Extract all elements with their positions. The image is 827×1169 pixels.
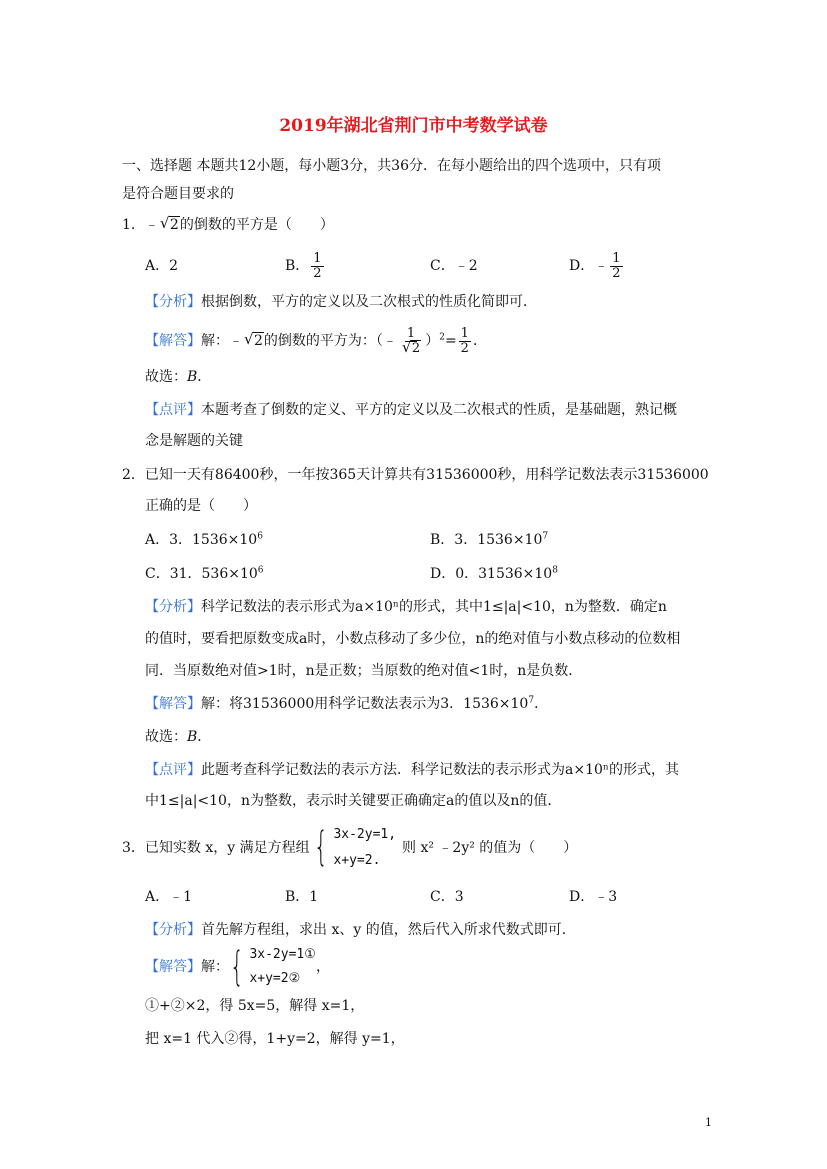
q3-option-a: A．﹣1 xyxy=(145,889,193,905)
q3-answer-system xyxy=(230,945,316,989)
q2-option-c: C．31．$536\times 10^6$ xyxy=(145,565,264,582)
q1-answer: 【解答】解：﹣ √ 2的倒数的平方为：（﹣ 1 √ 2 ）$^2$= $\frac{1}{2}$ ． xyxy=(145,325,487,356)
q3-analysis: 【分析】首先解方程组，求出 x、y 的值，然后代入所求代数式即可． xyxy=(145,922,576,938)
q2-comment-line1: 【点评】此题考查科学记数法的表示方法．科学记数法的表示形式为a×10ⁿ的形式，其 xyxy=(145,762,679,778)
q1-choice: 故选：B． xyxy=(145,369,212,385)
q2-option-b: B．3．$1536\times 10^7$ xyxy=(430,531,549,548)
q3-stem-suffix: 则 x² ﹣2y² 的值为（ ） xyxy=(402,840,578,856)
brace-icon: { xyxy=(230,944,244,990)
q3-stem-prefix: 3．已知实数 x，y 满足方程组 xyxy=(122,840,310,856)
q3-equation-system xyxy=(314,825,396,871)
q1-number: 1． xyxy=(122,217,145,233)
q1-analysis: 【分析】根据倒数，平方的定义以及二次根式的性质化简即可． xyxy=(145,294,537,310)
page-title: 2019年湖北省荆门市中考数学试卷 xyxy=(279,116,548,136)
q3-ans-eq2: x+y=2② xyxy=(249,971,301,986)
q2-option-a: A．3．$1536\times 10^6$ xyxy=(145,531,263,548)
q3-eq2: x+y=2. xyxy=(333,853,381,868)
q3-step1: ①+②×2，得 5x=5，解得 x=1， xyxy=(145,998,365,1014)
q1-option-a: A．2 xyxy=(145,258,179,274)
q3-option-c: C．3 xyxy=(430,889,464,905)
q2-stem-line2: 正确的是（ ） xyxy=(145,498,257,514)
q2-choice: 故选：B． xyxy=(145,729,212,745)
answer-tag: 【解答】 xyxy=(145,333,201,349)
q2-analysis-line1: 【分析】科学记数法的表示形式为a×10ⁿ的形式，其中1≤|a|<10，n为整数．确定n xyxy=(145,599,667,615)
q1-option-d: D．﹣ $\frac{1}{2}$ xyxy=(569,250,621,281)
q1-comment-line1: 【点评】本题考查了倒数的定义、平方的定义以及二次根式的性质，是基础题，熟记概 xyxy=(145,402,677,418)
q1-option-c: C．﹣2 xyxy=(430,258,478,274)
q3-ans-eq1: 3x-2y=1① xyxy=(249,947,316,962)
analysis-tag: 【分析】 xyxy=(145,294,201,310)
q2-answer: 【解答】解：将31536000用科学记数法表示为3．$1536\times 10^7$． xyxy=(145,695,549,712)
q1-stem: 1．﹣ √ 2的倒数的平方是（ ） xyxy=(122,214,334,233)
section-intro-line1: 一、选择题 本题共12小题，每小题3分，共36分．在每小题给出的四个选项中，只有项 xyxy=(122,158,661,174)
q1-option-b: B． $\frac{1}{2}$ xyxy=(285,250,322,281)
q2-stem-line1: 2．已知一天有86400秒，一年按365天计算共有31536000秒，用科学记数法表示31536000 xyxy=(122,467,709,483)
page-number: 1 xyxy=(705,1116,712,1129)
q3-answer-comma: ， xyxy=(316,959,330,975)
q3-step2: 把 x=1 代入②得，1+y=2，解得 y=1， xyxy=(145,1031,405,1047)
q3-option-b: B．1 xyxy=(285,889,319,905)
section-intro-line2: 是符合题目要求的 xyxy=(122,186,234,202)
q3-option-d: D．﹣3 xyxy=(569,889,618,905)
q2-analysis-line2: 的值时，要看把原数变成a时，小数点移动了多少位，n的绝对值与小数点移动的位数相 xyxy=(145,631,681,647)
q2-analysis-line3: 同．当原数绝对值>1时，n是正数；当原数的绝对值<1时，n是负数． xyxy=(145,663,583,679)
q1-sqrt: √ 2 xyxy=(159,214,179,233)
q2-comment-line2: 中1≤|a|<10，n为整数，表示时关键要正确确定a的值以及n的值． xyxy=(145,793,562,809)
q1-comment-line2: 念是解题的关键 xyxy=(145,433,243,449)
comment-tag: 【点评】 xyxy=(145,402,201,418)
q3-answer-label: 【解答】解： xyxy=(145,959,229,975)
brace-icon: { xyxy=(314,824,328,870)
q2-option-d: D．0．$31536\times 10^8$ xyxy=(430,565,558,582)
q3-eq1: 3x-2y=1, xyxy=(333,827,397,842)
